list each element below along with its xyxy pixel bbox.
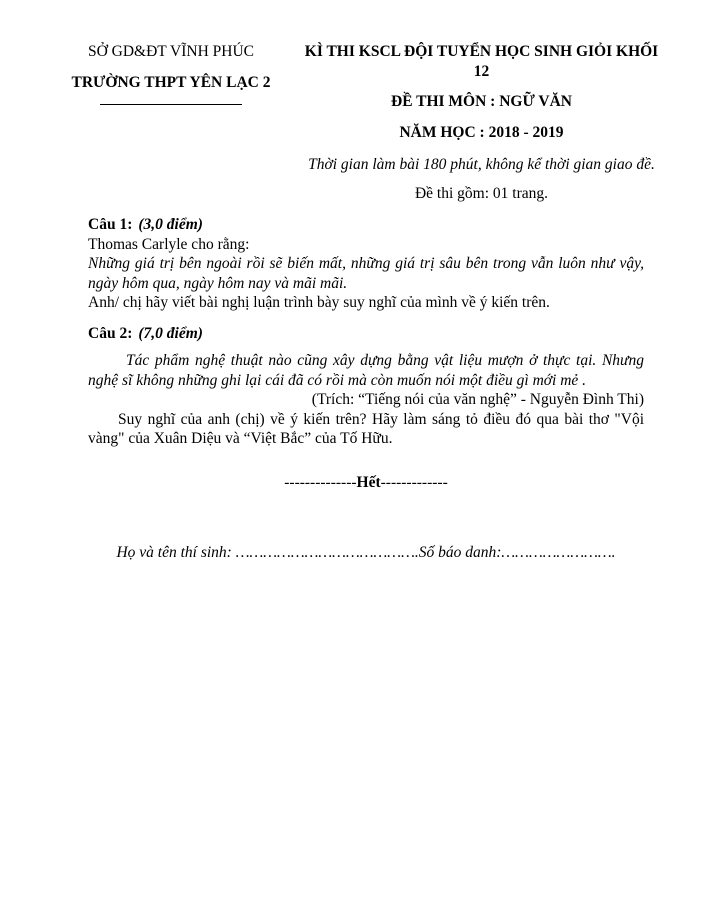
- exam-body: [0, 203, 701, 563]
- question1-intro: Thomas Carlyle cho rằng:: [88, 235, 250, 253]
- question2-points: (7,0 điểm): [138, 324, 203, 342]
- exam-title: KÌ THI KSCL ĐỘI TUYỂN HỌC SINH GIỎI KHỐI 12: [304, 43, 659, 80]
- question1-task: Anh/ chị hãy viết bài nghị luận trình bày suy nghĩ của mình về ý kiến trên.: [88, 294, 550, 311]
- end-divider-dashes-right: -------------: [380, 473, 448, 491]
- question1-quote: Những giá trị bên ngoài rồi sẽ biến mất, những giá trị sâu bên trong vẫn luôn như vậy, ngày hôm qua, ngày hôm nay và mãi mãi.: [88, 255, 644, 292]
- question2-citation: (Trích: “Tiếng nói của văn nghệ” - Nguyễn Đình Thi): [311, 391, 644, 408]
- header-left-block: [40, 42, 302, 203]
- exam-header: [0, 0, 701, 203]
- department-name: SỞ GD&ĐT VĨNH PHÚC: [87, 43, 255, 60]
- question1-heading: [88, 215, 644, 235]
- question1-label: Câu 1:: [88, 216, 133, 233]
- end-divider: [88, 473, 644, 493]
- question2-heading: [88, 324, 644, 344]
- header-underline: [100, 104, 242, 105]
- end-divider-label: Hết: [356, 473, 381, 491]
- question2-task: Suy nghĩ của anh (chị) về ý kiến trên? Hãy làm sáng tỏ điều đó qua bài thơ "Vội vàng" của Xuân Diệu và “Việt Bắc” của Tố Hữu.: [88, 410, 644, 447]
- question2-quote: Tác phẩm nghệ thuật nào cũng xây dựng bằng vật liệu mượn ở thực tại. Nhưng nghệ sĩ không những ghi lại cái đã có rồi mà còn muốn nói một điều gì mới mẻ .: [88, 352, 644, 389]
- header-right-block: [302, 42, 661, 203]
- question2-label: Câu 2:: [88, 324, 133, 342]
- pages-note: Đề thi gồm: 01 trang.: [414, 184, 549, 202]
- exam-subject: ĐỀ THI MÔN : NGỮ VĂN: [391, 93, 572, 110]
- end-divider-dashes-left: --------------: [284, 473, 357, 491]
- time-note: Thời gian làm bài 180 phút, không kể thời gian giao đề.: [308, 156, 655, 173]
- question1-points: (3,0 điểm): [138, 216, 203, 233]
- school-year: NĂM HỌC : 2018 - 2019: [399, 123, 564, 141]
- candidate-info-line: Họ và tên thí sinh: ………………………………….Số báo danh:…………………….: [116, 544, 616, 561]
- school-name: TRƯỜNG THPT YÊN LẠC 2: [71, 73, 271, 91]
